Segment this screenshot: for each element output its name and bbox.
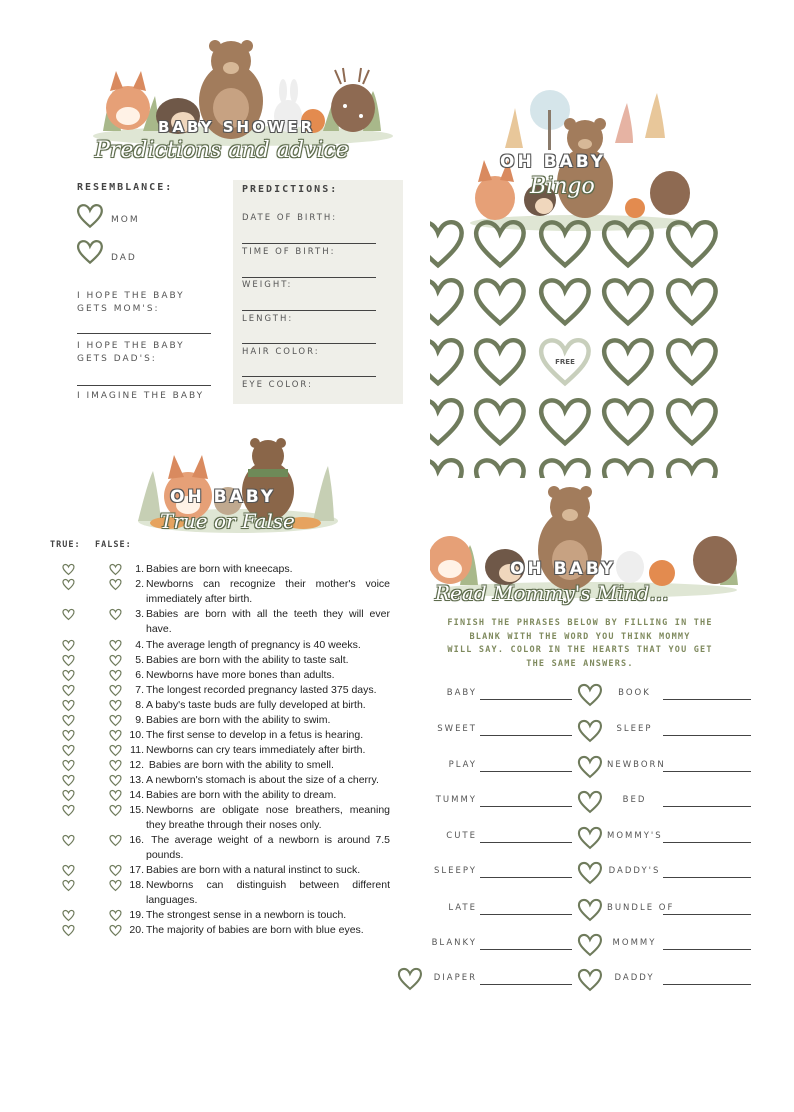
phrase-left-label: SWEET xyxy=(437,724,477,734)
bingo-title-script: Bingo xyxy=(530,174,595,199)
weight-blank[interactable] xyxy=(242,310,376,311)
question-text: Babies are born with the ability to smell. xyxy=(146,759,334,771)
question-text: Newborns have more bones than adults. xyxy=(146,669,335,681)
mommy-mind-instructions xyxy=(415,617,745,671)
question-item xyxy=(128,698,390,713)
phrase-right-blank[interactable] xyxy=(663,735,751,736)
question-text: Newborns are obligate nose breathers, meaning they breathe through their noses only. xyxy=(146,804,390,831)
false-heart-icon[interactable] xyxy=(109,879,122,892)
question-item xyxy=(128,758,390,773)
bingo-heart-icon[interactable] xyxy=(537,394,593,450)
answer-heart-icon[interactable] xyxy=(577,825,603,851)
question-text: The average weight of a newborn is around 7.5 pounds. xyxy=(146,834,390,861)
question-number: 13. xyxy=(129,774,144,786)
answer-heart-icon[interactable] xyxy=(577,754,603,780)
dad-heart-icon[interactable] xyxy=(76,238,104,266)
phrase-right-blank[interactable] xyxy=(663,984,751,985)
question-item xyxy=(128,743,390,758)
question-text: A newborn's stomach is about the size of a cherry. xyxy=(146,774,379,786)
question-number: 5. xyxy=(135,654,144,666)
bingo-heart-icon[interactable] xyxy=(472,334,528,390)
bingo-heart-icon[interactable] xyxy=(600,334,656,390)
length-blank[interactable] xyxy=(242,343,376,344)
question-number: 12. xyxy=(129,759,144,771)
question-number: 14. xyxy=(129,789,144,801)
true-heart-icon[interactable] xyxy=(62,744,75,757)
question-text: Babies are born with kneecaps. xyxy=(146,563,293,575)
true-heart-icon[interactable] xyxy=(62,654,75,667)
bingo-heart-icon[interactable] xyxy=(664,334,720,390)
instructions-line2: BLANK WITH THE WORD YOU THINK MOMMY xyxy=(469,631,691,642)
false-heart-icon[interactable] xyxy=(109,578,122,591)
bingo-heart-icon[interactable] xyxy=(430,454,466,478)
question-item xyxy=(128,683,390,698)
answer-heart-icon[interactable] xyxy=(577,967,603,993)
false-heart-icon[interactable] xyxy=(109,714,122,727)
false-heading: FALSE: xyxy=(95,540,132,550)
question-text: Babies are born with a natural instinct to suck. xyxy=(146,864,361,876)
question-text: Newborns can recognize their mother's voice immediately after birth. xyxy=(146,578,390,605)
phrase-left-label: BABY xyxy=(446,688,477,698)
phrase-left-blank[interactable] xyxy=(480,699,572,700)
phrase-right-label: DADDY xyxy=(614,973,655,983)
phrase-left-blank[interactable] xyxy=(480,735,572,736)
true-heart-icon[interactable] xyxy=(62,578,75,591)
false-heart-icon[interactable] xyxy=(109,924,122,937)
true-heart-icon[interactable] xyxy=(62,714,75,727)
phrase-right-blank[interactable] xyxy=(663,877,751,878)
question-text: Babies are born with all the teeth they will ever have. xyxy=(146,608,390,635)
predictions-title-script: Predictions and advice xyxy=(95,138,349,163)
question-number: 2. xyxy=(135,578,144,590)
bingo-heart-icon[interactable] xyxy=(664,394,720,450)
question-number: 17. xyxy=(129,864,144,876)
hair-color-blank[interactable] xyxy=(242,376,376,377)
question-text: The majority of babies are born with blue eyes. xyxy=(146,924,364,936)
question-text: Babies are born with the ability to dream. xyxy=(146,789,337,801)
true-heart-icon[interactable] xyxy=(62,759,75,772)
bingo-heart-icon[interactable] xyxy=(664,454,720,478)
true-false-card xyxy=(28,407,426,967)
question-number: 18. xyxy=(129,879,144,891)
bingo-card xyxy=(430,88,730,478)
question-item xyxy=(128,833,390,863)
phrase-right-label: MOMMY xyxy=(612,938,657,948)
phrase-left-label: LATE xyxy=(448,903,477,913)
true-heart-icon[interactable] xyxy=(62,909,75,922)
bingo-heart-icon[interactable] xyxy=(430,334,466,390)
question-item xyxy=(128,788,390,803)
resemblance-heading: RESEMBLANCE: xyxy=(77,182,174,193)
phrase-left-label: PLAY xyxy=(448,760,477,770)
phrase-right-label: BOOK xyxy=(618,688,651,698)
predictions-heading: PREDICTIONS: xyxy=(242,184,339,195)
false-heart-icon[interactable] xyxy=(109,639,122,652)
question-number: 1. xyxy=(135,563,144,575)
phrase-right-blank[interactable] xyxy=(663,771,751,772)
false-heart-icon[interactable] xyxy=(109,864,122,877)
false-heart-icon[interactable] xyxy=(109,729,122,742)
bingo-heart-icon[interactable] xyxy=(430,216,466,272)
bingo-heart-icon[interactable] xyxy=(537,216,593,272)
question-item xyxy=(128,638,390,653)
predictions-panel xyxy=(233,180,403,404)
field-length: LENGTH: xyxy=(242,314,294,324)
phrase-right-label: BED xyxy=(622,795,647,805)
false-heart-icon[interactable] xyxy=(109,744,122,757)
hope-dad-blank[interactable] xyxy=(77,385,211,386)
phrase-right-label: BUNDLE OF xyxy=(607,903,675,913)
question-text: Babies are born with the ability to taste salt. xyxy=(146,654,349,666)
phrase-right-label: MOMMY'S xyxy=(607,831,663,841)
bingo-heart-icon[interactable] xyxy=(600,216,656,272)
bingo-free-label: FREE xyxy=(555,358,575,366)
phrase-left-blank[interactable] xyxy=(480,842,572,843)
answer-heart-icon[interactable] xyxy=(397,966,423,992)
false-heart-icon[interactable] xyxy=(109,834,122,847)
answer-heart-icon[interactable] xyxy=(577,789,603,815)
true-false-title-top: OH BABY xyxy=(170,487,277,507)
question-number: 15. xyxy=(129,804,144,816)
bingo-heart-icon[interactable] xyxy=(430,394,466,450)
true-heart-icon[interactable] xyxy=(62,639,75,652)
question-number: 10. xyxy=(129,729,144,741)
true-heart-icon[interactable] xyxy=(62,684,75,697)
phrase-left-blank[interactable] xyxy=(480,984,572,985)
question-item xyxy=(128,878,390,908)
phrase-left-label: DIAPER xyxy=(433,973,477,983)
predictions-card xyxy=(53,28,427,404)
false-heart-icon[interactable] xyxy=(109,909,122,922)
question-item xyxy=(128,863,390,878)
question-item xyxy=(128,803,390,833)
false-heart-icon[interactable] xyxy=(109,699,122,712)
question-number: 19. xyxy=(129,909,144,921)
answer-heart-icon[interactable] xyxy=(577,682,603,708)
true-heart-icon[interactable] xyxy=(62,789,75,802)
answer-heart-icon[interactable] xyxy=(577,718,603,744)
true-heart-icon[interactable] xyxy=(62,864,75,877)
predictions-title-top: BABY SHOWER xyxy=(158,118,316,136)
bingo-heart-icon[interactable] xyxy=(600,274,656,330)
false-heart-icon[interactable] xyxy=(109,608,122,621)
phrase-left-label: TUMMY xyxy=(435,795,477,805)
question-text: The average length of pregnancy is 40 weeks. xyxy=(146,639,361,651)
question-item xyxy=(128,728,390,743)
field-weight: WEIGHT: xyxy=(242,280,293,290)
bingo-heart-icon[interactable] xyxy=(537,274,593,330)
field-eye-color: EYE COLOR: xyxy=(242,380,313,390)
question-text: Newborns can cry tears immediately after birth. xyxy=(146,744,366,756)
true-heart-icon[interactable] xyxy=(62,834,75,847)
time-of-birth-blank[interactable] xyxy=(242,277,376,278)
answer-heart-icon[interactable] xyxy=(577,860,603,886)
field-date-of-birth: DATE OF BIRTH: xyxy=(242,213,338,223)
question-item xyxy=(128,908,390,923)
question-item xyxy=(128,773,390,788)
mommy-mind-card xyxy=(395,485,765,1005)
true-heart-icon[interactable] xyxy=(62,563,75,576)
phrase-right-blank[interactable] xyxy=(663,806,751,807)
question-item xyxy=(128,713,390,728)
phrase-left-label: BLANKY xyxy=(431,938,477,948)
phrase-left-blank[interactable] xyxy=(480,771,572,772)
phrase-left-label: CUTE xyxy=(446,831,477,841)
question-text: The strongest sense in a newborn is touch. xyxy=(146,909,347,921)
question-number: 16. xyxy=(129,834,144,846)
question-text: Babies are born with the ability to swim. xyxy=(146,714,331,726)
phrase-right-label: DADDY'S xyxy=(608,866,661,876)
phrase-right-label: NEWBORN xyxy=(607,760,666,770)
field-hair-color: HAIR COLOR: xyxy=(242,347,320,357)
bingo-heart-icon[interactable] xyxy=(472,394,528,450)
question-item xyxy=(128,923,390,938)
question-number: 3. xyxy=(135,608,144,620)
dad-label: DAD xyxy=(111,253,137,263)
question-number: 4. xyxy=(135,639,144,651)
question-item xyxy=(128,577,390,607)
phrase-left-label: SLEEPY xyxy=(433,866,477,876)
instructions-line1: FINISH THE PHRASES BELOW BY FILLING IN THE xyxy=(447,618,713,628)
bingo-heart-icon[interactable] xyxy=(600,454,656,478)
bingo-heart-icon[interactable] xyxy=(537,454,593,478)
false-heart-icon[interactable] xyxy=(109,669,122,682)
answer-heart-icon[interactable] xyxy=(577,932,603,958)
question-number: 7. xyxy=(135,684,144,696)
instructions-line4: THE SAME ANSWERS. xyxy=(526,658,634,669)
question-text: The first sense to develop in a fetus is hearing. xyxy=(146,729,364,741)
question-text: The longest recorded pregnancy lasted 375 days. xyxy=(146,684,377,696)
true-heart-icon[interactable] xyxy=(62,669,75,682)
false-heart-icon[interactable] xyxy=(109,789,122,802)
question-text: A baby's taste buds are fully developed at birth. xyxy=(146,699,366,711)
true-heart-icon[interactable] xyxy=(62,729,75,742)
question-item xyxy=(128,607,390,637)
hope-mom-line2: GETS MOM'S: xyxy=(77,304,160,314)
true-false-title-script: True or False xyxy=(160,509,295,533)
bingo-heart-icon[interactable] xyxy=(600,394,656,450)
date-of-birth-blank[interactable] xyxy=(242,243,376,244)
true-heart-icon[interactable] xyxy=(62,699,75,712)
false-heart-icon[interactable] xyxy=(109,774,122,787)
true-heart-icon[interactable] xyxy=(62,608,75,621)
hope-dad-line1: I HOPE THE BABY xyxy=(77,341,185,351)
phrase-right-blank[interactable] xyxy=(663,842,751,843)
false-heart-icon[interactable] xyxy=(109,684,122,697)
phrase-left-blank[interactable] xyxy=(480,877,572,878)
hope-mom-line1: I HOPE THE BABY xyxy=(77,291,185,301)
mom-heart-icon[interactable] xyxy=(76,202,104,230)
bingo-heart-icon[interactable] xyxy=(430,274,466,330)
hope-mom-blank[interactable] xyxy=(77,333,211,334)
phrase-right-blank[interactable] xyxy=(663,914,751,915)
question-item xyxy=(128,668,390,683)
question-item xyxy=(128,653,390,668)
question-number: 6. xyxy=(135,669,144,681)
question-number: 8. xyxy=(135,699,144,711)
question-item xyxy=(128,562,390,577)
imagine-label: I IMAGINE THE BABY xyxy=(77,391,205,401)
true-heart-icon[interactable] xyxy=(62,879,75,892)
question-number: 9. xyxy=(135,714,144,726)
bingo-heart-icon[interactable] xyxy=(472,454,528,478)
false-heart-icon[interactable] xyxy=(109,654,122,667)
instructions-line3: WILL SAY. COLOR IN THE HEARTS THAT YOU GET xyxy=(447,645,713,655)
phrase-left-blank[interactable] xyxy=(480,914,572,915)
question-number: 20. xyxy=(129,924,144,936)
question-number: 11. xyxy=(130,744,144,756)
answer-heart-icon[interactable] xyxy=(577,897,603,923)
mommy-mind-title-top: OH BABY xyxy=(510,559,617,579)
question-text: Newborns can distinguish between different languages. xyxy=(146,879,390,906)
phrase-left-blank[interactable] xyxy=(480,949,572,950)
bingo-heart-icon[interactable] xyxy=(472,274,528,330)
false-heart-icon[interactable] xyxy=(109,563,122,576)
bingo-heart-icon[interactable] xyxy=(472,216,528,272)
field-time-of-birth: TIME OF BIRTH: xyxy=(242,247,336,257)
false-heart-icon[interactable] xyxy=(109,759,122,772)
phrase-right-label: SLEEP xyxy=(616,724,653,734)
bingo-title-top: OH BABY xyxy=(500,152,607,172)
mommy-mind-title-script: Read Mommy's Mind... xyxy=(435,581,669,605)
phrase-right-blank[interactable] xyxy=(663,699,751,700)
hope-dad-line2: GETS DAD'S: xyxy=(77,354,157,364)
phrase-right-blank[interactable] xyxy=(663,949,751,950)
bingo-heart-icon[interactable] xyxy=(664,216,720,272)
bingo-grid xyxy=(430,216,730,478)
false-heart-icon[interactable] xyxy=(109,804,122,817)
phrase-left-blank[interactable] xyxy=(480,806,572,807)
true-heart-icon[interactable] xyxy=(62,804,75,817)
true-heart-icon[interactable] xyxy=(62,924,75,937)
bingo-heart-icon[interactable] xyxy=(664,274,720,330)
true-heading: TRUE: xyxy=(50,540,81,550)
true-heart-icon[interactable] xyxy=(62,774,75,787)
mom-label: MOM xyxy=(111,215,140,225)
